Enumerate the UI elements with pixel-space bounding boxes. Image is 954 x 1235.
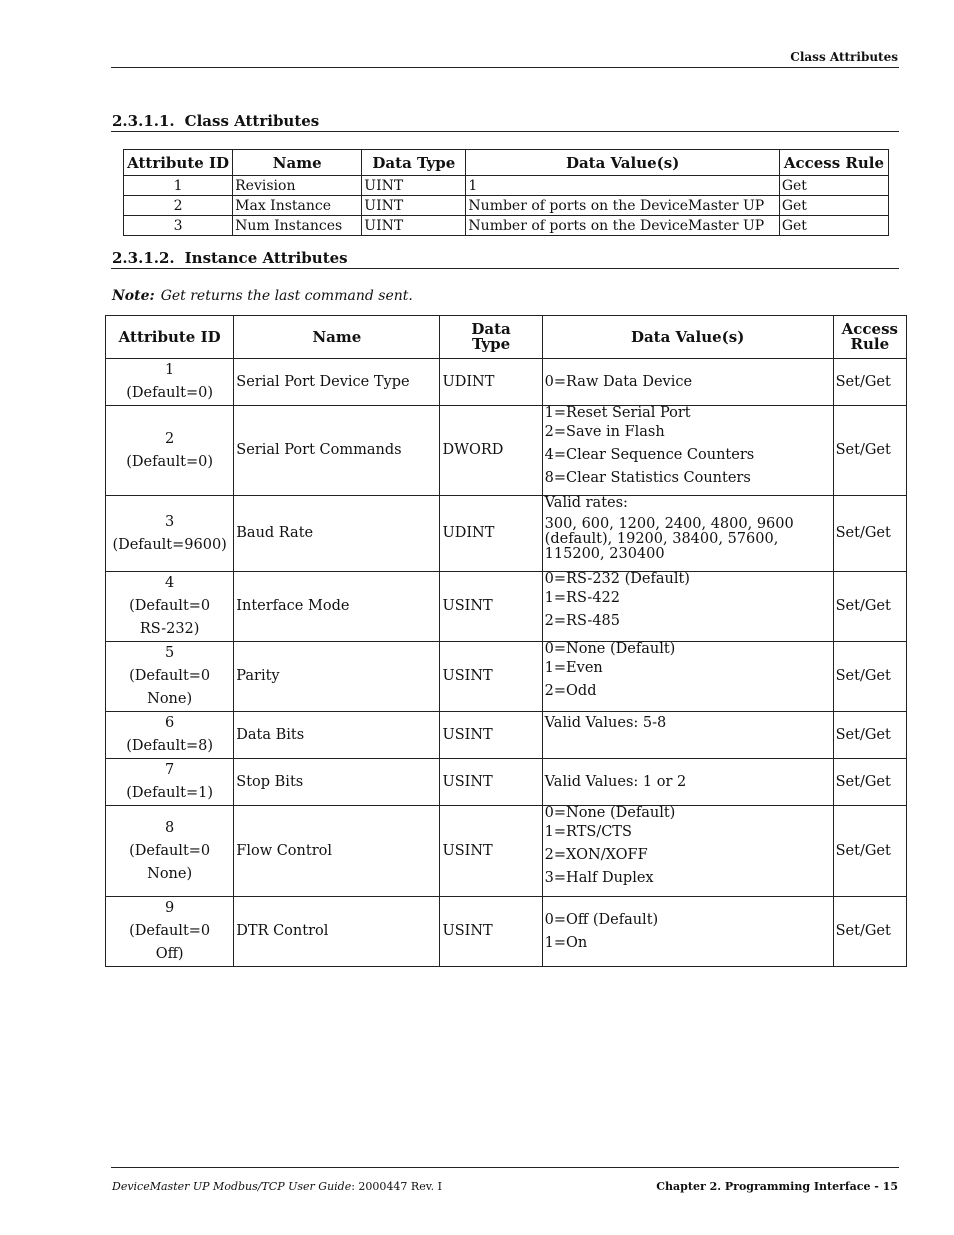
access-rule-cell: Set/Get [833, 759, 906, 806]
section-number: 2.3.1.1. [112, 112, 175, 130]
note [112, 288, 413, 304]
data-type-cell: USINT [440, 759, 542, 806]
attribute-id-line: 8 [165, 819, 175, 836]
column-header: Access Rule [833, 316, 906, 359]
table-row [124, 196, 889, 216]
note-text: Get returns the last command sent. [160, 288, 413, 304]
attribute-id-cell [106, 359, 234, 406]
data-value-line: 1=RTS/CTS [544, 824, 632, 840]
data-value-cell [542, 406, 833, 496]
table-row [106, 572, 907, 642]
access-rule-cell: Set/Get [833, 897, 906, 967]
data-type-cell: USINT [440, 572, 542, 642]
data-value-cell: Number of ports on the DeviceMaster UP [466, 196, 779, 216]
table-row [106, 406, 907, 496]
access-rule-cell: Set/Get [833, 359, 906, 406]
attribute-id-line: (Default=0 [129, 598, 211, 614]
attribute-id-line: 9 [165, 900, 175, 916]
data-type-cell: USINT [440, 806, 542, 897]
data-value-cell [542, 496, 833, 572]
note-label: Note: [112, 288, 155, 304]
access-rule-cell: Set/Get [833, 406, 906, 496]
page-header-title: Class Attributes [790, 50, 898, 64]
access-rule-cell: Get [779, 216, 888, 236]
data-value-cell [542, 806, 833, 897]
attribute-id-cell [106, 496, 234, 572]
name-cell: Serial Port Device Type [234, 359, 440, 406]
name-cell: Num Instances [233, 216, 362, 236]
name-cell: Parity [234, 642, 440, 712]
footer-rule [111, 1167, 899, 1168]
data-type-cell: UINT [362, 176, 466, 196]
table-header-row [124, 150, 889, 176]
data-value-cell: 1 [466, 176, 779, 196]
name-cell: Baud Rate [234, 496, 440, 572]
name-cell: Revision [233, 176, 362, 196]
data-value-line: 4=Clear Sequence Counters [544, 447, 755, 463]
attribute-id-line: 6 [165, 715, 175, 731]
section-rule [111, 268, 899, 269]
attribute-id-cell [106, 406, 234, 496]
data-value-line: 2=XON/XOFF [544, 847, 648, 863]
footer-document-title [112, 1180, 442, 1193]
attribute-id-cell: 1 [124, 176, 233, 196]
section-heading-class-attributes [112, 112, 319, 130]
attribute-id-cell [106, 572, 234, 642]
data-type-cell: UINT [362, 216, 466, 236]
data-value-line: 0=RS-232 (Default) [544, 571, 690, 587]
name-cell: Data Bits [234, 712, 440, 759]
data-value-line: 8=Clear Statistics Counters [544, 470, 751, 486]
data-type-cell: USINT [440, 642, 542, 712]
data-value-line: 3=Half Duplex [544, 870, 654, 886]
attribute-id-line: Off) [155, 946, 184, 962]
table-header-row [106, 316, 907, 359]
data-value-line: 2=RS-485 [544, 613, 621, 629]
attribute-id-line: 7 [165, 762, 175, 778]
name-cell: Serial Port Commands [234, 406, 440, 496]
data-value-line: 0=Raw Data Device [544, 373, 693, 390]
column-header: Name [234, 316, 440, 359]
table-row [106, 897, 907, 967]
data-value-line: 1=On [544, 934, 588, 951]
attribute-id-line: RS-232) [139, 621, 200, 637]
section-title: Instance Attributes [184, 249, 348, 267]
attribute-id-line: 5 [165, 645, 175, 661]
data-value-line: 300, 600, 1200, 2400, 4800, 9600 (default), 19200, 38400, 57600, 115200, 230400 [544, 516, 794, 562]
data-type-cell: UDINT [440, 359, 542, 406]
table-row [106, 642, 907, 712]
data-value-line: 0=None (Default) [544, 805, 676, 821]
attribute-id-cell [106, 759, 234, 806]
footer-chapter-page: Chapter 2. Programming Interface - 15 [656, 1180, 898, 1193]
access-rule-cell: Get [779, 176, 888, 196]
attribute-id-cell: 3 [124, 216, 233, 236]
column-header: Attribute ID [106, 316, 234, 359]
attribute-id-line: (Default=0 [129, 923, 211, 939]
attribute-id-line: (Default=9600) [112, 536, 227, 553]
data-value-line: 0=Off (Default) [544, 911, 659, 928]
column-header: Name [233, 150, 362, 176]
data-value-line: Valid Values: 1 or 2 [544, 773, 687, 790]
table-row [106, 806, 907, 897]
table-row [124, 216, 889, 236]
name-cell: Max Instance [233, 196, 362, 216]
attribute-id-cell [106, 642, 234, 712]
attribute-id-line: (Default=0 [129, 842, 211, 859]
data-value-line: 2=Odd [544, 683, 597, 699]
table-row [106, 759, 907, 806]
attribute-id-line: (Default=8) [126, 738, 213, 754]
attribute-id-cell [106, 712, 234, 759]
data-value-line: 1=Even [544, 660, 603, 676]
data-value-cell [542, 759, 833, 806]
attribute-id-cell [106, 897, 234, 967]
footer-doc-number: : 2000447 Rev. I [351, 1180, 442, 1193]
attribute-id-line: None) [147, 865, 193, 882]
name-cell: Stop Bits [234, 759, 440, 806]
column-header: Data Value(s) [466, 150, 779, 176]
attribute-id-line: 4 [165, 575, 175, 591]
section-number: 2.3.1.2. [112, 249, 175, 267]
section-title: Class Attributes [184, 112, 320, 130]
access-rule-cell: Set/Get [833, 642, 906, 712]
name-cell: Flow Control [234, 806, 440, 897]
data-type-cell: UDINT [440, 496, 542, 572]
table-row [124, 176, 889, 196]
table-row [106, 496, 907, 572]
data-value-line: 1=RS-422 [544, 590, 621, 606]
data-value-line: 1=Reset Serial Port [544, 405, 691, 421]
column-header: Data Value(s) [542, 316, 833, 359]
data-type-cell: USINT [440, 712, 542, 759]
data-type-cell: UINT [362, 196, 466, 216]
access-rule-cell: Get [779, 196, 888, 216]
name-cell: DTR Control [234, 897, 440, 967]
column-header: Data Type [362, 150, 466, 176]
data-value-cell [542, 572, 833, 642]
section-heading-instance-attributes [112, 249, 348, 267]
data-value-cell [542, 359, 833, 406]
column-header: Attribute ID [124, 150, 233, 176]
data-value-cell [542, 712, 833, 759]
table-row [106, 712, 907, 759]
attribute-id-line: None) [147, 691, 193, 707]
access-rule-cell: Set/Get [833, 572, 906, 642]
instance-attributes-table [105, 315, 907, 967]
access-rule-cell: Set/Get [833, 496, 906, 572]
section-rule [111, 131, 899, 132]
class-attributes-table [123, 149, 889, 236]
data-value-line: Valid rates: [544, 495, 628, 511]
attribute-id-cell: 2 [124, 196, 233, 216]
data-value-cell [542, 642, 833, 712]
attribute-id-line: (Default=0 [129, 668, 211, 684]
data-value-line: Valid Values: 5-8 [544, 715, 667, 731]
access-rule-cell: Set/Get [833, 806, 906, 897]
data-type-cell: DWORD [440, 406, 542, 496]
table-row [106, 359, 907, 406]
column-header: Data Type [440, 316, 542, 359]
attribute-id-line: (Default=0) [126, 453, 213, 470]
header-rule [111, 67, 899, 68]
footer-guide-title: DeviceMaster UP Modbus/TCP User Guide [112, 1180, 352, 1193]
column-header: Access Rule [779, 150, 888, 176]
access-rule-cell: Set/Get [833, 712, 906, 759]
data-value-cell: Number of ports on the DeviceMaster UP [466, 216, 779, 236]
attribute-id-line: 2 [165, 430, 175, 447]
attribute-id-cell [106, 806, 234, 897]
attribute-id-line: 3 [165, 513, 175, 530]
attribute-id-line: (Default=1) [126, 785, 213, 801]
data-type-cell: USINT [440, 897, 542, 967]
data-value-line: 0=None (Default) [544, 641, 676, 657]
attribute-id-line: (Default=0) [126, 385, 213, 401]
attribute-id-line: 1 [165, 362, 175, 378]
data-value-cell [542, 897, 833, 967]
data-value-line: 2=Save in Flash [544, 424, 665, 440]
name-cell: Interface Mode [234, 572, 440, 642]
